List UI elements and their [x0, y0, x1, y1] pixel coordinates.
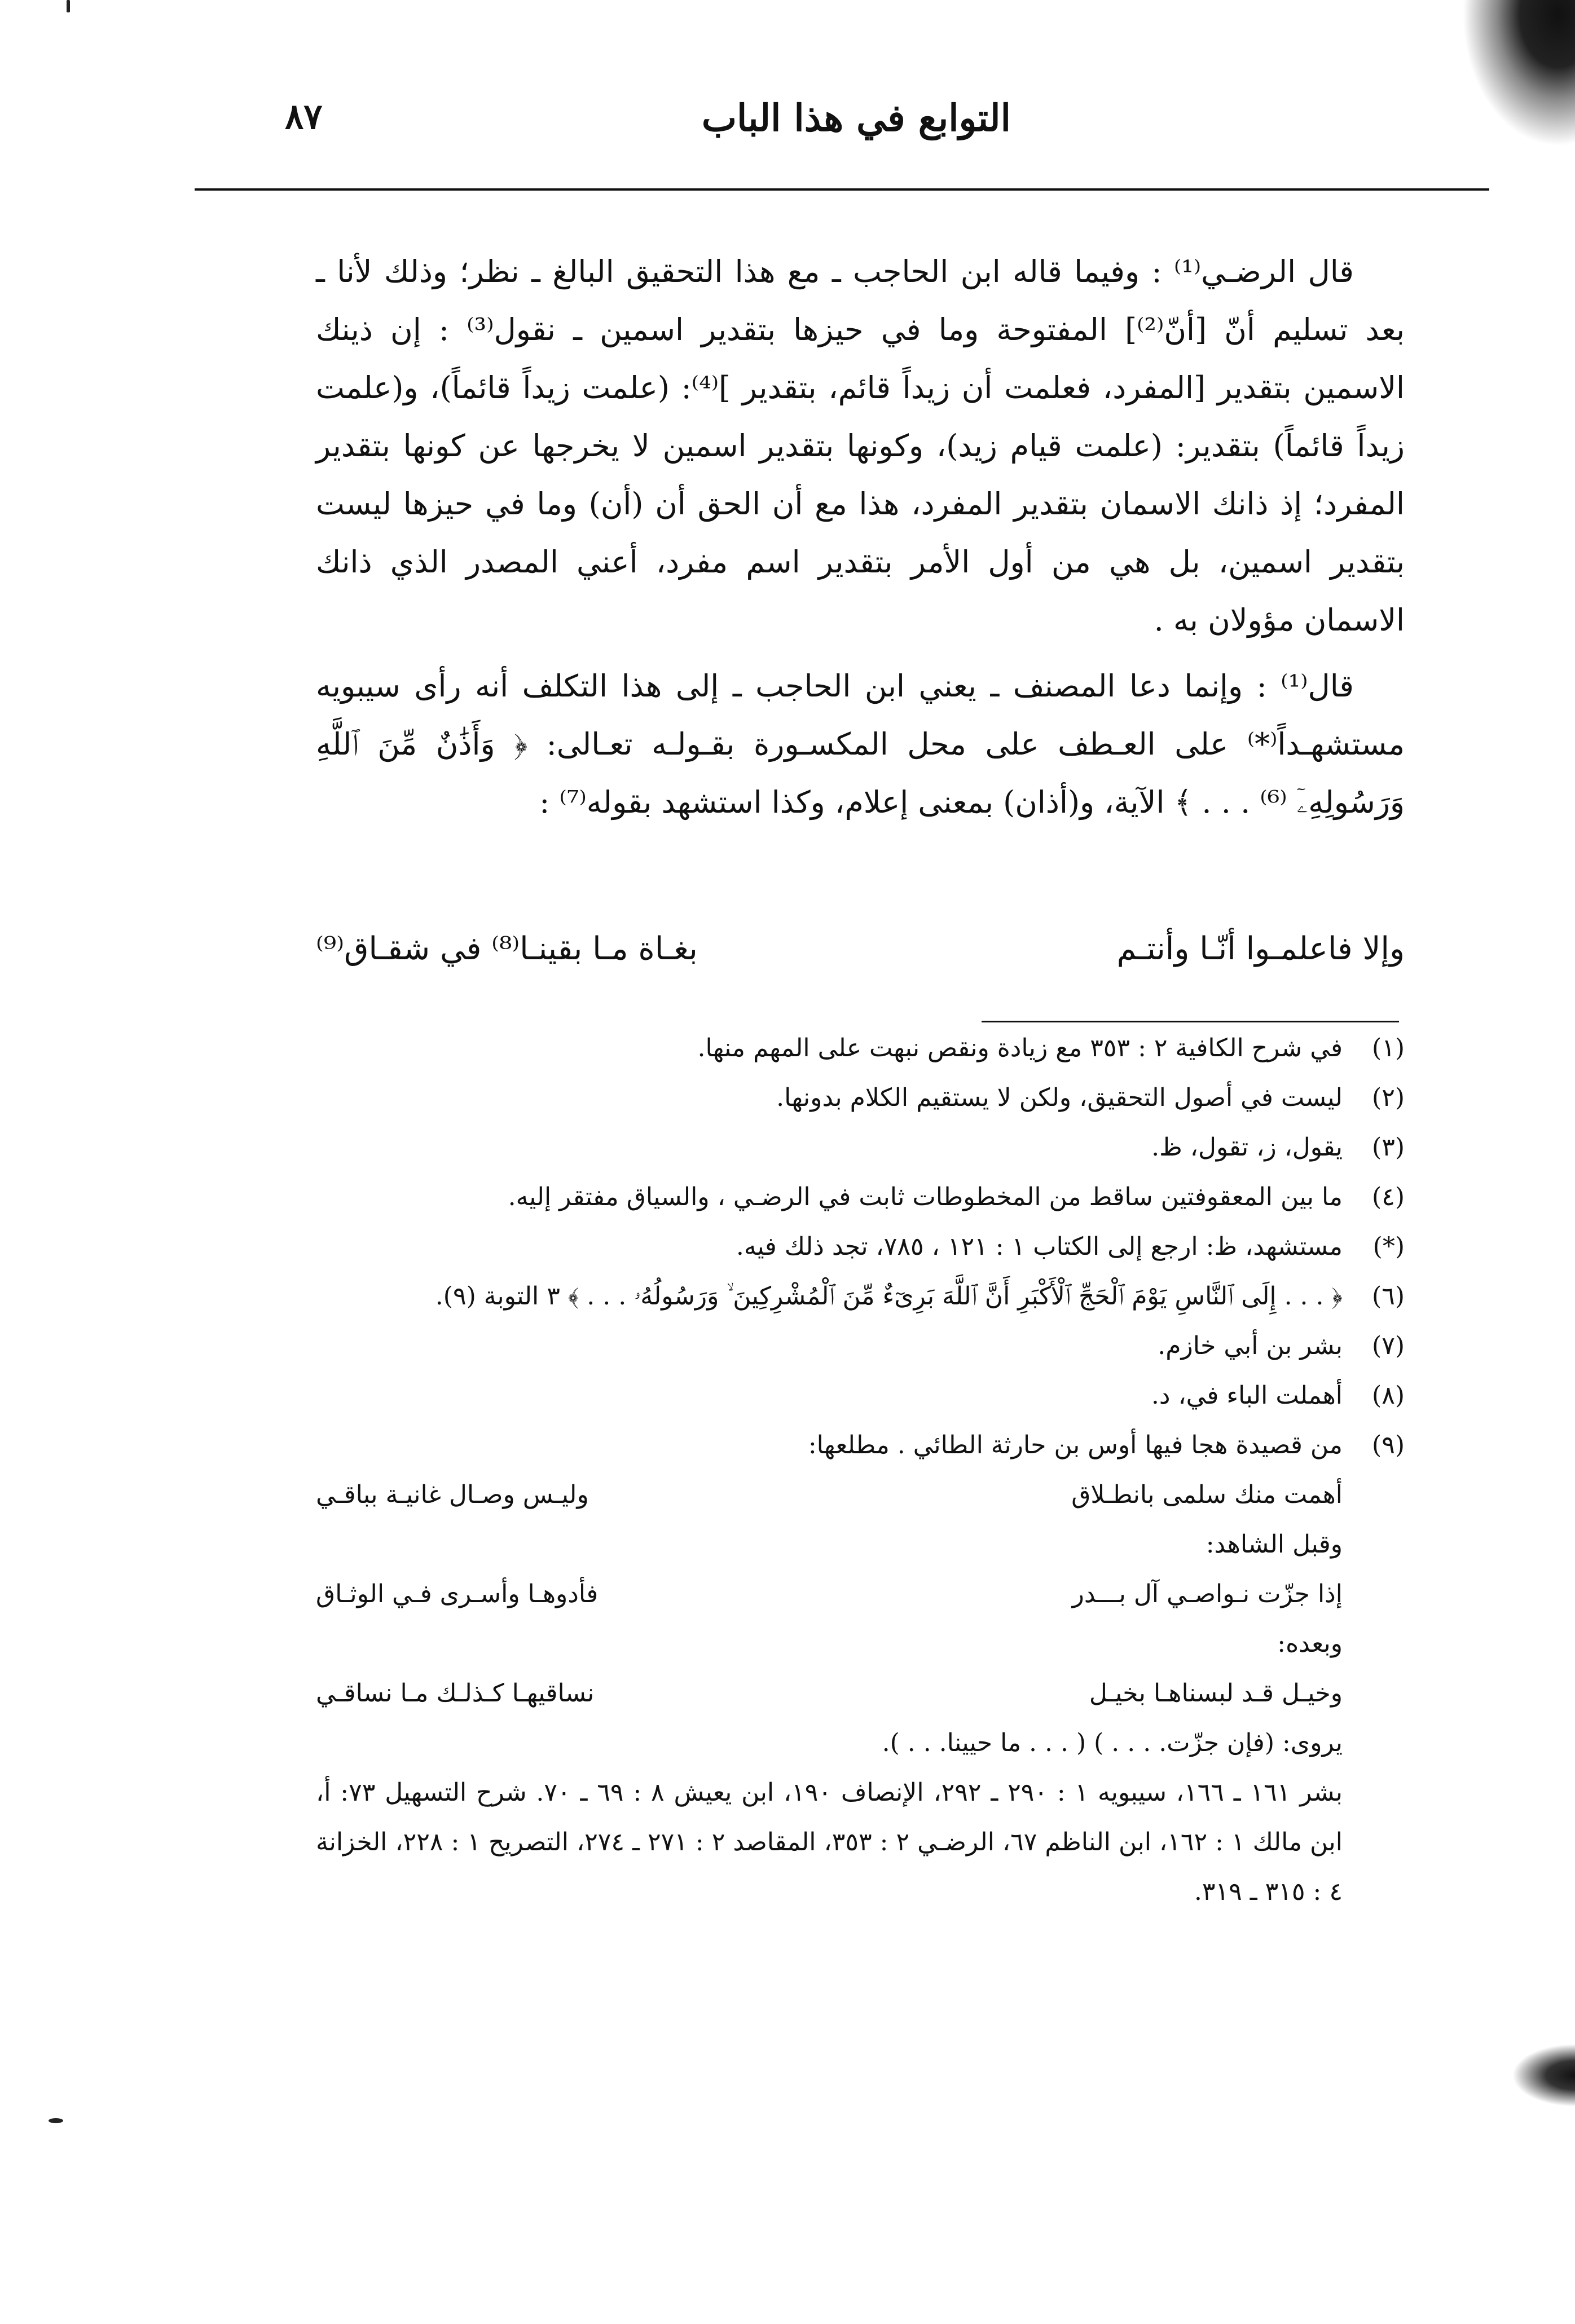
paragraph: قال⁽¹⁾ : وإنما دعا المصنف ـ يعني ابن الحاجب ـ إلى هذا التكلف أنه رأى سيبويه مستشهـداً⁽*⁾ على العـطف على محل المكسـورة بقـولـه تعـالى: ﴿ وَأَذَٰنٌ مِّنَ ٱللَّهِ وَرَسُولِهِۦٓ ⁽⁶⁾ . . . ﴾ الآية، و(أذان) بمعنى إعلام، وكذا استشهد بقوله⁽⁷⁾ : — [316, 668, 1405, 820]
footnote-text: مستشهد، ظ: ارجع إلى الكتاب ١ : ١٢١ ، ٧٨٥، تجد ذلك فيه. — [736, 1232, 1343, 1261]
footnote — [316, 1222, 1405, 1272]
scan-ink-blot — [1507, 2041, 1575, 2109]
footnote-number: (٩) — [1372, 1431, 1405, 1459]
footnote-number: (١) — [1372, 1034, 1405, 1062]
footnote — [316, 1371, 1405, 1421]
scan-ink-blot — [1462, 0, 1575, 147]
verse-hemistich: وإلا فاعلمـوا أنّـا وأنتـم — [1116, 931, 1405, 967]
footnote — [316, 1172, 1405, 1222]
header-rule — [195, 188, 1489, 191]
footnote-text: ﴿ . . . إِلَى ٱلنَّاسِ يَوْمَ ٱلْحَجِّ ٱلْأَكْبَرِ أَنَّ ٱللَّهَ بَرِىٓءٌ مِّنَ ٱلْمُشْرِكِينَ ۙ وَرَسُولُهُۥ . . . ﴾ ٣ التوبة (٩). — [435, 1282, 1343, 1311]
scan-speck — [67, 0, 70, 12]
footnote — [316, 1272, 1405, 1321]
footnote-verse — [316, 1569, 1405, 1619]
verse-hemistich: إذا جزّت نـواصـي آل بـــدر — [1072, 1580, 1343, 1608]
footnote-label: وقبل الشاهد: — [1206, 1530, 1343, 1559]
verse-hemistich: بغـاة مـا بقينـا⁽⁸⁾ في شقـاق⁽⁹⁾ — [316, 931, 698, 967]
footnote-text: ليست في أصول التحقيق، ولكن لا يستقيم الكلام بدونها. — [776, 1083, 1343, 1112]
main-text — [316, 242, 1405, 839]
footnote-text: أهملت الباء في، د. — [1151, 1381, 1343, 1410]
footnote — [316, 1073, 1405, 1123]
footnote-label: وبعده: — [1277, 1629, 1343, 1658]
footnote-sources: بشر ١٦١ ـ ١٦٦، سيبويه ١ : ٢٩٠ ـ ٢٩٢، الإنصاف ١٩٠، ابن يعيش ٨ : ٦٩ ـ ٧٠. شرح التسهيل ٧٣: أ، ابن مالك ١ : ١٦٢، ابن الناظم ٦٧، الرضـي ٢ : ٣٥٣، المقاصد ٢ : ٢٧١ ـ ٢٧٤، التصريح ١ : ٢٢٨، الخزانة ٤ : ٣١٥ ـ ٣١٩. — [316, 1778, 1343, 1906]
footnote-text: في شرح الكافية ٢ : ٣٥٣ مع زيادة ونقص نبهت على المهم منها. — [697, 1034, 1343, 1062]
page-header — [265, 96, 1310, 164]
scan-speck — [49, 2118, 63, 2123]
paragraph: قال الرضـي⁽¹⁾ : وفيما قاله ابن الحاجب ـ مع هذا التحقيق البالغ ـ نظر؛ وذلك لأنا ـ بعد تسليم أنّ [أنّ⁽²⁾] المفتوحة وما في حيزها بتقدير اسمين ـ نقول⁽³⁾ : إن ذينك الاسمين بتقدير [المفرد، فعلمت أن زيداً قائم، بتقدير ]⁽⁴⁾: (علمت زيداً قائماً)، و(علمت زيداً قائماً) بتقدير: (علمت قيام زيد)، وكونها بتقدير اسمين لا يخرجها عن كونها بتقدير المفرد؛ إذ ذانك الاسمان بتقدير المفرد، هذا مع أن الحق أن (أن) وما في حيزها ليست بتقدير اسمين، بل هي من أول الأمر بتقدير اسم مفرد، أعني المصدر الذي ذانك الاسمان مؤولان به . — [316, 254, 1405, 638]
footnote-number: (٤) — [1372, 1183, 1405, 1211]
footnote — [316, 1421, 1405, 1470]
footnote-text: يقول، ز، تقول، ظ. — [1151, 1133, 1343, 1162]
footnote-number: (٣) — [1372, 1133, 1405, 1162]
verse-hemistich: وخيـل قـد لبسناهـا بخيـل — [1089, 1679, 1343, 1708]
verse-hemistich: نساقيهـا كـذلـك مـا نساقـي — [316, 1679, 595, 1708]
footnote — [316, 1024, 1405, 1073]
footnote — [316, 1321, 1405, 1371]
verse-hemistich: أهمت منك سلمى بانطـلاق — [1071, 1480, 1343, 1509]
verse-hemistich: وليـس وصـال غانيـة بباقـي — [316, 1480, 589, 1509]
footnote-number: (٦) — [1372, 1282, 1405, 1311]
footnote — [316, 1123, 1405, 1172]
running-head: التوابع في هذا الباب — [701, 96, 1011, 140]
footnote-number: (٨) — [1372, 1381, 1405, 1410]
footnote-separator — [982, 1021, 1399, 1022]
verse-hemistich: فأدوهـا وأسـرى فـي الوثـاق — [316, 1580, 599, 1608]
footnote-verse — [316, 1669, 1405, 1718]
page-number: ٨٧ — [285, 96, 323, 137]
footnote-text: من قصيدة هجا فيها أوس بن حارثة الطائي . مطلعها: — [808, 1431, 1343, 1459]
footnote-number: (٢) — [1372, 1083, 1405, 1112]
footnotes — [316, 1024, 1405, 1917]
footnote-variants: يروى: (فإن جزّت. . . . ) ( . . . ما حيينا. . . ). — [882, 1728, 1343, 1757]
poetry-verse — [316, 931, 1405, 993]
footnote-verse — [316, 1470, 1405, 1520]
footnote-number: (*) — [1372, 1232, 1405, 1261]
footnote-text: بشر بن أبي خازم. — [1158, 1331, 1343, 1360]
footnote-text: ما بين المعقوفتين ساقط من المخطوطات ثابت في الرضـي ، والسياق مفتقر إليه. — [508, 1183, 1343, 1211]
footnote-number: (٧) — [1372, 1331, 1405, 1360]
